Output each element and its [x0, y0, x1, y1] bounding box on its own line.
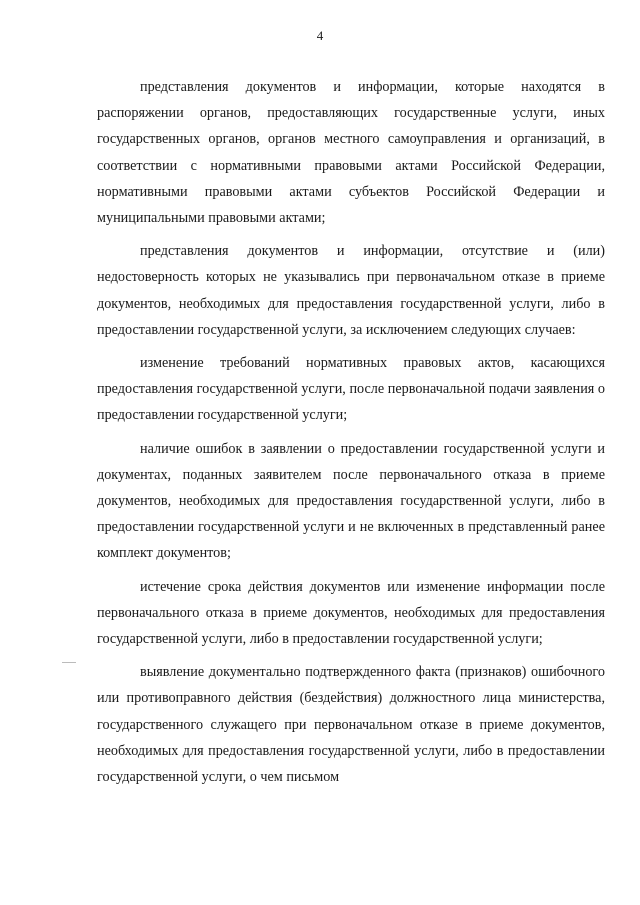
page-number: 4 — [316, 28, 324, 43]
paragraph: изменение требований нормативных правовых актов, касающихся предоставления государственной услуги, после первоначальной подачи заявления о предоставлении государственной услуги; — [97, 355, 605, 424]
paragraph: наличие ошибок в заявлении о предоставлении государственной услуги и документах, поданных заявителем после первоначального отказа в приеме документов, необходимых для предоставления государственной услуги, либо в предоставлении государственной услуги и не включенных в представленный ранее комплект документов; — [97, 440, 605, 562]
paragraph: выявление документально подтвержденного факта (признаков) ошибочного или противоправного действия (бездействия) должностного лица министерства, государственного служащего при первоначальном отказе в приеме документов, необходимых для предоставления государственной услуги, либо в предоставлении государственной услуги, о чем письмом — [97, 664, 605, 786]
margin-mark — [62, 662, 76, 663]
paragraph: представления документов и информации, которые находятся в распоряжении органов, предоставляющих государственные услуги, иных государственных органов, органов местного самоуправления и организаций, в соответствии с нормативными правовыми актами Российской Федерации, нормативными правовыми актами субъектов Российской Федерации и муниципальными правовыми актами; — [97, 79, 605, 227]
paragraph: истечение срока действия документов или изменение информации после первоначального отказа в приеме документов, необходимых для предоставления государственной услуги, либо в предоставлении государственной услуги; — [97, 578, 605, 648]
paragraph: представления документов и информации, отсутствие и (или) недостоверность которых не указывались при первоначальном отказе в приеме документов, необходимых для предоставления государственной услуги, либо в предоставлении государственной услуги, за исключением следующих случаев: — [97, 243, 605, 338]
document-body — [97, 74, 605, 797]
